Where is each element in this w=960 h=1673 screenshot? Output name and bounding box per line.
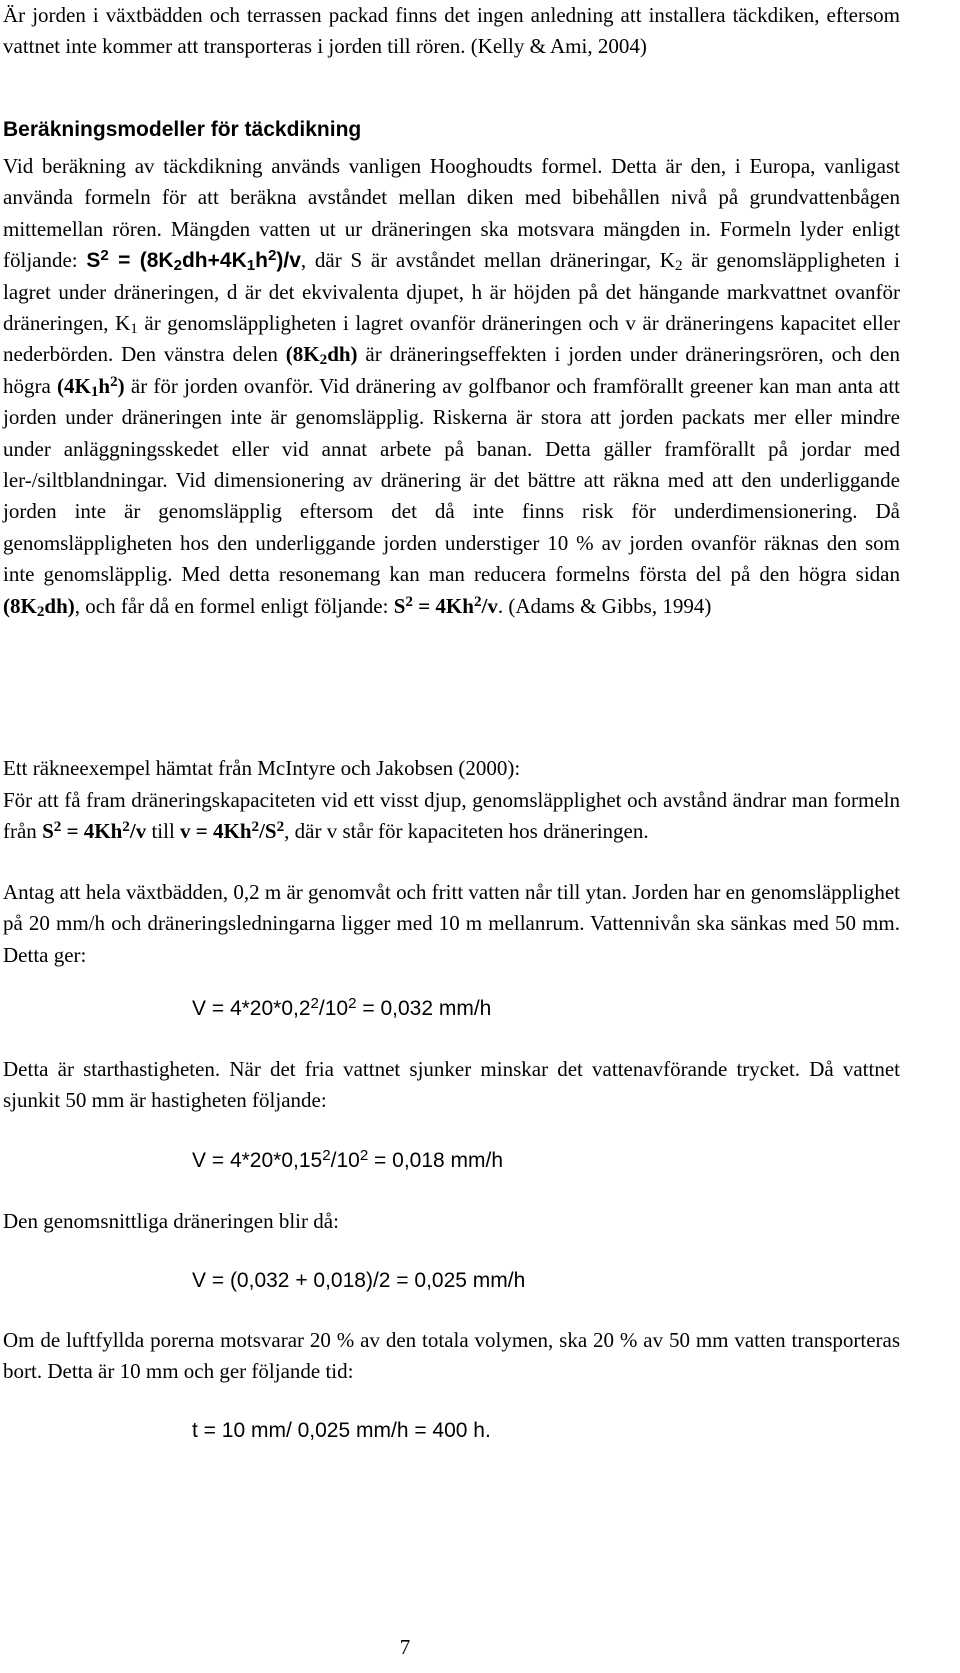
formula-reduced-part: $(8K_2dh)$ xyxy=(3,593,75,620)
equation-mean-velocity: V = (0,032 + 0,018)/2 = 0,025 mm/h xyxy=(192,1269,526,1292)
equation-time: t = 10 mm/ 0,025 mm/h = 400 h. xyxy=(192,1419,491,1442)
formula-left-part: $(8K_2dh)$ xyxy=(285,342,358,369)
section-heading: Beräkningsmodeller för täckdikning xyxy=(3,118,362,141)
equation-start-velocity: $V = 4*20*0,2^2/10^2 = 0,032$ mm/h xyxy=(192,994,492,1020)
example-paragraph: För att få fram dräneringskapaciteten vid ett visst djup, genomsläpplighet och avstånd ändrar man formeln från $S^2 = 4Kh^2/v$ till $v = 4Kh^2/S^2$, där v står för kapaciteten hos dräneringen. xyxy=(3,788,900,844)
formula-original: $S^2 = 4Kh^2/v$ xyxy=(42,819,147,844)
formula-right-part: $(4K_1h^2)$ xyxy=(57,373,125,400)
page-number: 7 xyxy=(399,1635,411,1659)
air-pores-paragraph: Om de luftfyllda porerna motsvarar 20 % av den totala volymen, ska 20 % av 50 mm vatten transporteras bort. Detta är 10 mm och ger följande tid: xyxy=(3,1328,900,1384)
hooghoudt-paragraph: Vid beräkning av täckdikning används vanligen Hooghoudts formel. Detta är den, i Europa, vanligast använda formeln för att beräkna avståndet mellan diken med bibehållen nivå på grundvattenbågen mittemellan rören. Mängden vatten ut ur dräneringen ska motsvara mängden in. Formeln lyder enligt följande: $S^2 = (8K_2dh+4K_1h^2)/v$, där S är avståndet mellan dräneringar, $K_2$ är genomsläppligheten i lagret under dräneringen, d är det ekvivalenta djupet, h är höjden på det hängande markvattnet ovanför dräneringen, $K_1$ är genomsläppligheten i lagret ovanför dräneringen och v är dräneringens kapacitet eller nederbörden. Den vänstra delen $(8K_2dh)$ är dräneringseffekten i jorden under dräneringsrören, och den högra $(4K_1h^2)$ är för jorden ovanför. Vid dränering av golfbanor och framförallt greener kan man anta att jorden under dräneringen inte är genomsläpplig. Riskerna är stora att jorden packats mer eller mindre under anläggningsskedet eller vid annat arbete på banan. Detta gäller framförallt på jordar med ler-/siltblandningar. Vid dimensionering av dränering är det bättre att räkna med att den underliggande jorden inte är genomsläpplig eftersom det då inte finns risk för underdimensionering. Då genomsläppligheten hos den underliggande jorden understiger 10 % av jorden ovanför räknas den som inte genomsläpplig. Med detta resonemang kan man reducera formelns första del på den högra sidan $(8K_2dh)$, och får då en formel enligt följande: $S^2 = 4Kh^2/v$. (Adams & Gibbs, 1994) xyxy=(3,154,901,620)
formula-reduced: $S^2 = 4Kh^2/v$ xyxy=(393,593,498,618)
intro-paragraph: Är jorden i växtbädden och terrassen packad finns det ingen anledning att installera täckdiken, eftersom vattnet inte kommer att transporteras i jorden till rören. (Kelly & Ami, 2004) xyxy=(3,3,900,59)
formula-capacity: $v = 4Kh^2/S^2$ xyxy=(180,819,285,844)
equation-end-velocity: $V = 4*20*0,15^2/10^2 = 0,018$ mm/h xyxy=(192,1146,504,1172)
mean-drainage-text: Den genomsnittliga dräneringen blir då: xyxy=(3,1209,339,1233)
formula-hooghoudt: $S^2 = (8K_2dh+4K_1h^2)/v$ xyxy=(86,246,301,275)
assumption-paragraph: Antag att hela växtbädden, 0,2 m är genomvåt och fritt vatten når till ytan. Jorden har en genomsläpplighet på 20 mm/h och dräneringsledningarna ligger med 10 m mellanrum. Vattennivån ska sänkas med 50 mm. Detta ger: xyxy=(3,880,900,967)
example-title: Ett räkneexempel hämtat från McIntyre och Jakobsen (2000): xyxy=(3,756,521,780)
start-velocity-paragraph: Detta är starthastigheten. När det fria vattnet sjunker minskar det vattenavförande trycket. Då vattnet sjunkit 50 mm är hastigheten följande: xyxy=(3,1057,900,1113)
